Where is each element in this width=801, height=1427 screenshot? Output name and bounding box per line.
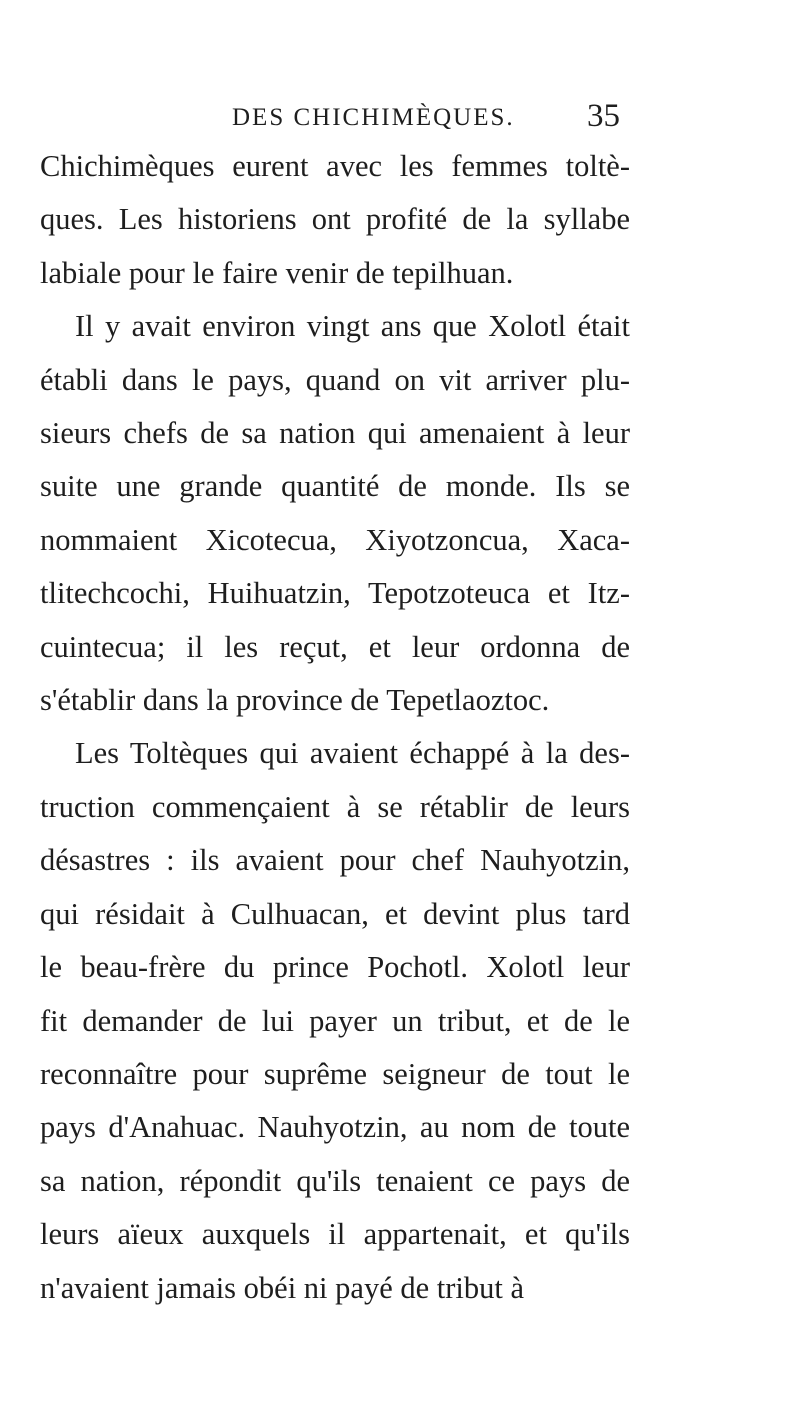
text-line: ques. Les historiens ont profité de la syllabe bbox=[40, 202, 630, 237]
text-line: sa nation, répondit qu'ils tenaient ce pays de bbox=[40, 1163, 630, 1198]
text-line: le beau-frère du prince Pochotl. Xolotl leur bbox=[40, 950, 630, 985]
text-line: leurs aïeux auxquels il appartenait, et qu'ils bbox=[40, 1217, 630, 1252]
text-line: reconnaître pour suprême seigneur de tout le bbox=[40, 1056, 630, 1091]
text-line: fit demander de lui payer un tribut, et de le bbox=[40, 1003, 630, 1038]
text-line: truction commençaient à se rétablir de leurs bbox=[40, 789, 630, 824]
text-line: Chichimèques eurent avec les femmes toltè- bbox=[40, 149, 630, 183]
text-line: désastres : ils avaient pour chef Nauhyotzin, bbox=[40, 843, 630, 878]
text-line: Il y avait environ vingt ans que Xolotl était bbox=[75, 309, 630, 344]
text-line: établi dans le pays, quand on vit arriver plu- bbox=[40, 362, 630, 397]
text-line: suite une grande quantité de monde. Ils se bbox=[40, 469, 630, 504]
page-number: 35 bbox=[587, 98, 620, 134]
text-line: qui résidait à Culhuacan, et devint plus tard bbox=[40, 896, 630, 931]
text-line: tlitechcochi, Huihuatzin, Tepotzoteuca et Itz- bbox=[40, 576, 630, 611]
text-line: cuintecua; il les reçut, et leur ordonna de bbox=[40, 629, 630, 664]
text-line: n'avaient jamais obéi ni payé de tribut à bbox=[40, 1270, 525, 1305]
text-line: Les Toltèques qui avaient échappé à la des- bbox=[75, 736, 630, 771]
text-line: sieurs chefs de sa nation qui amenaient à leur bbox=[40, 416, 630, 451]
running-title: DES CHICHIMÈQUES. bbox=[232, 104, 515, 131]
body-text bbox=[40, 140, 630, 1315]
text-line: pays d'Anahuac. Nauhyotzin, au nom de toute bbox=[40, 1110, 630, 1145]
text-line: labiale pour le faire venir de tepilhuan. bbox=[40, 255, 514, 290]
text-line: nommaient Xicotecua, Xiyotzoncua, Xaca- bbox=[40, 522, 630, 557]
text-line: s'établir dans la province de Tepetlaoztoc. bbox=[40, 683, 550, 718]
